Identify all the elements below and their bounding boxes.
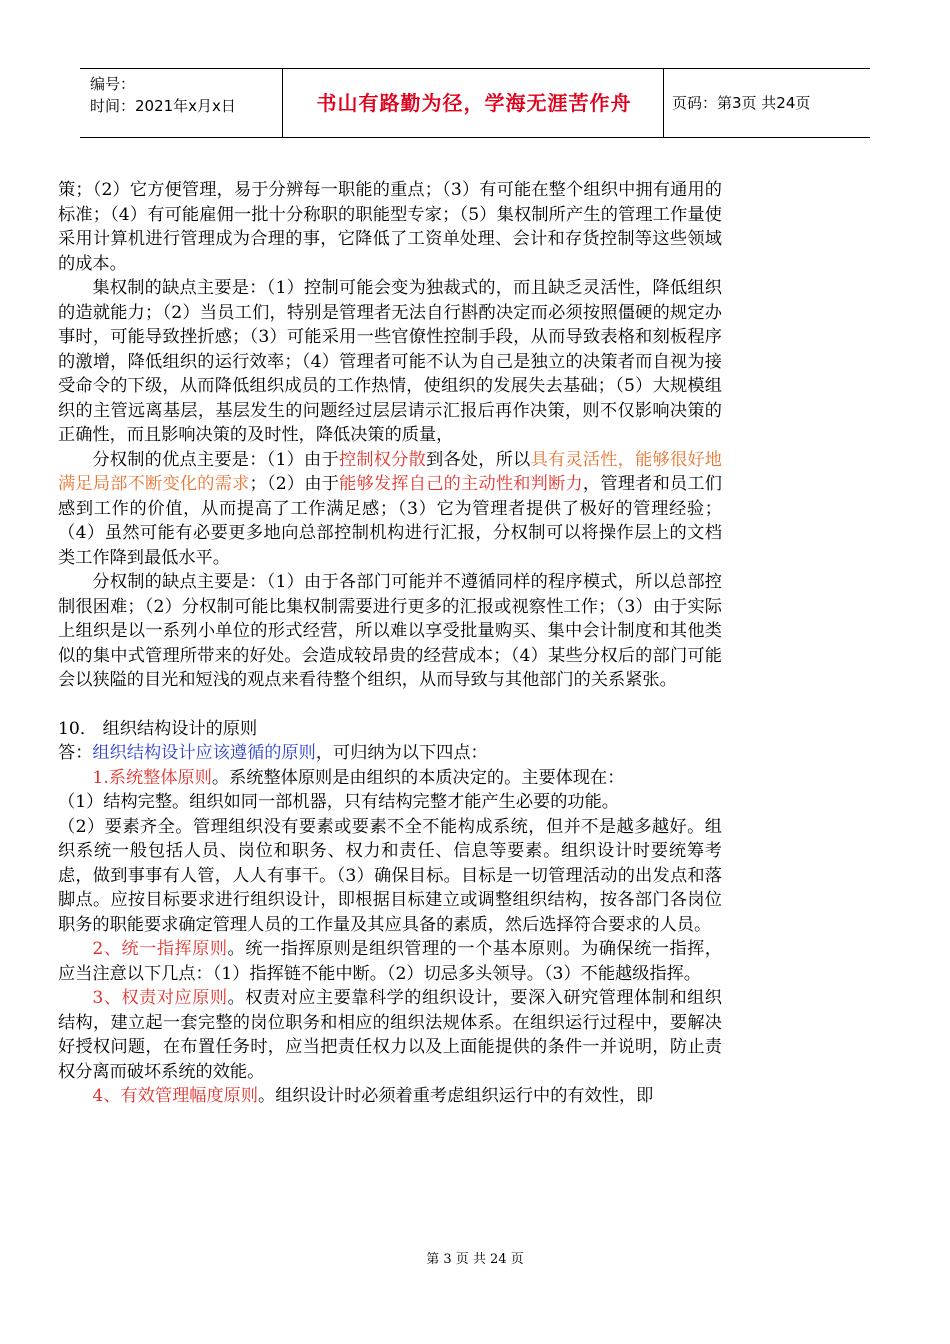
text-span: 。统一指挥原则是组织管理的一个基本原则。为确保统一指挥，应当注意以下几点：（1）指挥链不能中断。（2）切忌多头领导。（3）不能越级指挥。 [58, 939, 722, 984]
page-header [80, 68, 870, 138]
header-divider [663, 69, 664, 137]
page-footer: 第 3 页 共 24 页 [426, 1252, 524, 1267]
header-divider [282, 69, 283, 137]
header-motto: 书山有路勤为径，学海无涯苦作舟 [316, 91, 632, 115]
document-time-label: 时间：2021年x月x日 [90, 97, 236, 115]
text-span: 到各处，所以 [426, 449, 531, 470]
principle-title: 2、统一指挥原则 [92, 939, 228, 959]
answer-label: 答： [58, 743, 93, 763]
text-span: ，可归纳为以下四点： [315, 743, 488, 763]
highlight-red: 控制权分散 [338, 449, 427, 470]
question-heading: 10． 组织结构设计的原则 [58, 718, 258, 739]
text-span: 。权责对应主要靠科学的组织设计，要深入研究管理体制和组织结构，建立起一套完整的岗位职务和相应的组织法规体系。在组织运行过程中，要解决好授权问题，在布置任务时，应当把责任权力以及上面能提供的条件一并说明，防止责权分离而破坏系统的效能。 [58, 988, 722, 1082]
paragraph-centralization-disadvantages: 集权制的缺点主要是：（1）控制可能会变为独裁式的，而且缺乏灵活性，降低组织的造就能力；（2）当员工们，特别是管理者无法自行斟酌决定而必须按照僵硬的规定办事时，可能导致挫折感；（3）可能采用一些官僚性控制手段，从而导致表格和刻板程序的激增，降低组织的运行效率；（4）管理者可能不认为自己是独立的决策者而自视为接受命令的下级，从而降低组织成员的工作热情，使组织的发展失去基础；（5）大规模组织的主管远离基层，基层发生的问题经过层层请示汇报后再作决策，则不仅影响决策的正确性，而且影响决策的及时性，降低决策的质量， [58, 278, 722, 445]
document-number-label: 编号： [90, 75, 136, 93]
principle-1-item: （1）结构完整。组织如同一部机器，只有结构完整才能产生必要的功能。 [58, 792, 619, 812]
spacer [58, 693, 722, 717]
principle-1-item: （2）要素齐全。管理组织没有要素或要素不全不能构成系统，但并不是越多越好。组织系统一般包括人员、岗位和职务、权力和责任、信息等要素。组织设计时要统筹考虑，做到事事有人管，人人有事干。（3）确保目标。目标是一切管理活动的出发点和落脚点。应按目标要求进行组织设计，即根据目标建立或调整组织结构，按各部门各岗位职务的职能要求确定管理人员的工作量及其应具备的素质，然后选择符合要求的人员。 [58, 816, 722, 935]
principle-title: 1.系统整体原则 [92, 767, 212, 788]
highlight-red: 能够发挥自己的主动性和判断力 [339, 474, 583, 494]
document-body [58, 178, 722, 1109]
principle-title: 3、权责对应原则 [92, 988, 228, 1008]
text-span: ，管理者和员工们感到工作的价值，从而提高了工作满足感；（3）它为管理者提供了极好的管理经验；（4）虽然可能有必要更多地向总部控制机构进行汇报，分权制可以将操作层上的文档类工作降到最低水平。 [58, 474, 722, 568]
principle-2 [58, 937, 722, 986]
principle-1 [58, 766, 722, 791]
paragraph-centralization-advantages-cont: 策；（2）它方便管理，易于分辨每一职能的重点；（3）有可能在整个组织中拥有通用的标准；（4）有可能雇佣一批十分称职的职能型专家；（5）集权制所产生的管理工作量使采用计算机进行管理成为合理的事，它降低了工资单处理、会计和存货控制等这些领域的成本。 [58, 180, 722, 274]
text-span: 。组织设计时必须着重考虑组织运行中的有效性，即 [258, 1086, 654, 1106]
paragraph-decentralization-advantages [58, 448, 722, 571]
principle-3 [58, 986, 722, 1084]
header-page-info: 页码：第3页 共24页 [672, 94, 811, 112]
principle-4 [58, 1084, 722, 1109]
answer-intro [58, 741, 722, 766]
text-span: ；（2）由于 [249, 474, 340, 494]
text-span: 分权制的优点主要是：（1）由于 [92, 449, 339, 470]
highlight-orange: 具有灵活性，能够很好地满足局部不断变化的需求 [58, 449, 722, 494]
principle-title: 4、有效管理幅度原则 [92, 1086, 259, 1106]
header-left [90, 73, 236, 117]
text-span: 。系统整体原则是由组织的本质决定的。主要体现在： [211, 767, 625, 788]
highlight-blue: 组织结构设计应该遵循的原则 [92, 743, 316, 763]
paragraph-decentralization-disadvantages: 分权制的缺点主要是：（1）由于各部门可能并不遵循同样的程序模式，所以总部控制很困难；（2）分权制可能比集权制需要进行更多的汇报或视察性工作；（3）由于实际上组织是以一系列小单位的形式经营，所以难以享受批量购买、集中会计制度和其他类似的集中式管理所带来的好处。会造成较昂贵的经营成本；（4）某些分权后的部门可能会以狭隘的目光和短浅的观点来看待整个组织，从而导致与其他部门的关系紧张。 [58, 572, 722, 690]
